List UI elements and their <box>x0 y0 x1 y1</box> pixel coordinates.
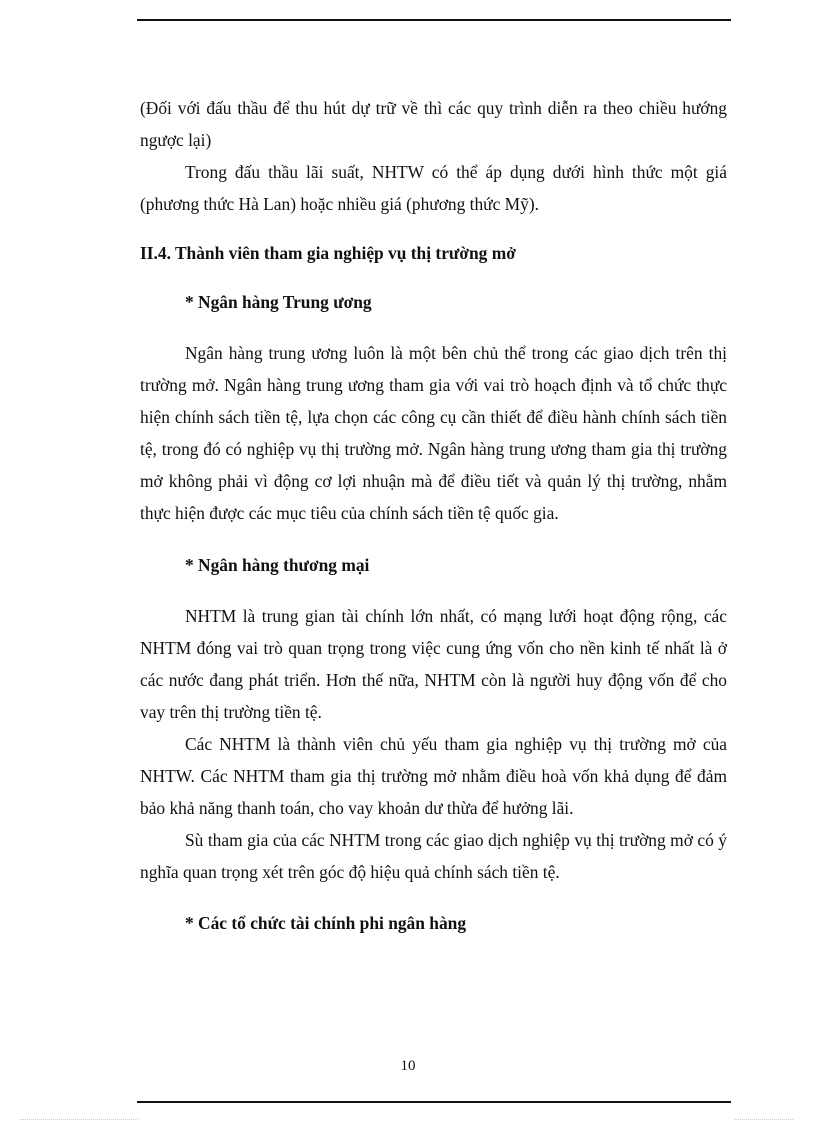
footer-dotted-line-right <box>735 1119 793 1120</box>
paragraph-reverse-process: (Đối với đấu thầu để thu hút dự trữ về thì các quy trình diễn ra theo chiều hướng ngược lại) <box>140 98 727 150</box>
page-number: 10 <box>400 1058 416 1074</box>
subheading-nonbank: * Các tổ chức tài chính phi ngân hàng <box>185 913 467 933</box>
paragraph-commercial-bank: NHTM là trung gian tài chính lớn nhất, có mạng lưới hoạt động rộng, các NHTM đóng vai trò quan trọng trong việc cung ứng vốn cho nền kinh tế nhất là ở các nước đang phát triển. Hơn thế nữa, NHTM còn là người huy động vốn để cho vay trên thị trường tiền tệ. <box>140 606 727 722</box>
paragraph-commercial-members: Các NHTM là thành viên chủ yếu tham gia nghiệp vụ thị trường mở của NHTW. Các NHTM tham gia thị trường mở nhằm điều hoà vốn khả dụng để đảm bảo khả năng thanh toán, cho vay khoản dư thừa để hưởng lãi. <box>140 734 727 818</box>
header-rule <box>137 19 731 21</box>
page-body <box>140 92 727 939</box>
section-heading: II.4. Thành viên tham gia nghiệp vụ thị trường mở <box>140 243 516 263</box>
paragraph-interest-auction: Trong đấu thầu lãi suất, NHTW có thể áp dụng dưới hình thức một giá (phương thức Hà Lan) hoặc nhiều giá (phương thức Mỹ). <box>140 162 727 214</box>
subheading-commercial-bank: * Ngân hàng thương mại <box>185 555 370 575</box>
subheading-central-bank: * Ngân hàng Trung ương <box>185 292 372 312</box>
paragraph-central-bank: Ngân hàng trung ương luôn là một bên chủ thể trong các giao dịch trên thị trường mở. Ngân hàng trung ương tham gia với vai trò hoạch định và tổ chức thực hiện chính sách tiền tệ, lựa chọn các công cụ cần thiết để điều hành chính sách tiền tệ, trong đó có nghiệp vụ thị trường mở. Ngân hàng trung ương tham gia thị trường mở không phải vì động cơ lợi nhuận mà để điều tiết và quản lý thị trường, nhằm thực hiện được các mục tiêu của chính sách tiền tệ quốc gia. <box>140 343 727 523</box>
footer-dotted-line-left <box>20 1119 138 1120</box>
paragraph-commercial-participation: Sù tham gia của các NHTM trong các giao dịch nghiệp vụ thị trường mở có ý nghĩa quan trọng xét trên góc độ hiệu quả chính sách tiền tệ. <box>140 830 727 882</box>
footer-rule <box>137 1101 731 1103</box>
